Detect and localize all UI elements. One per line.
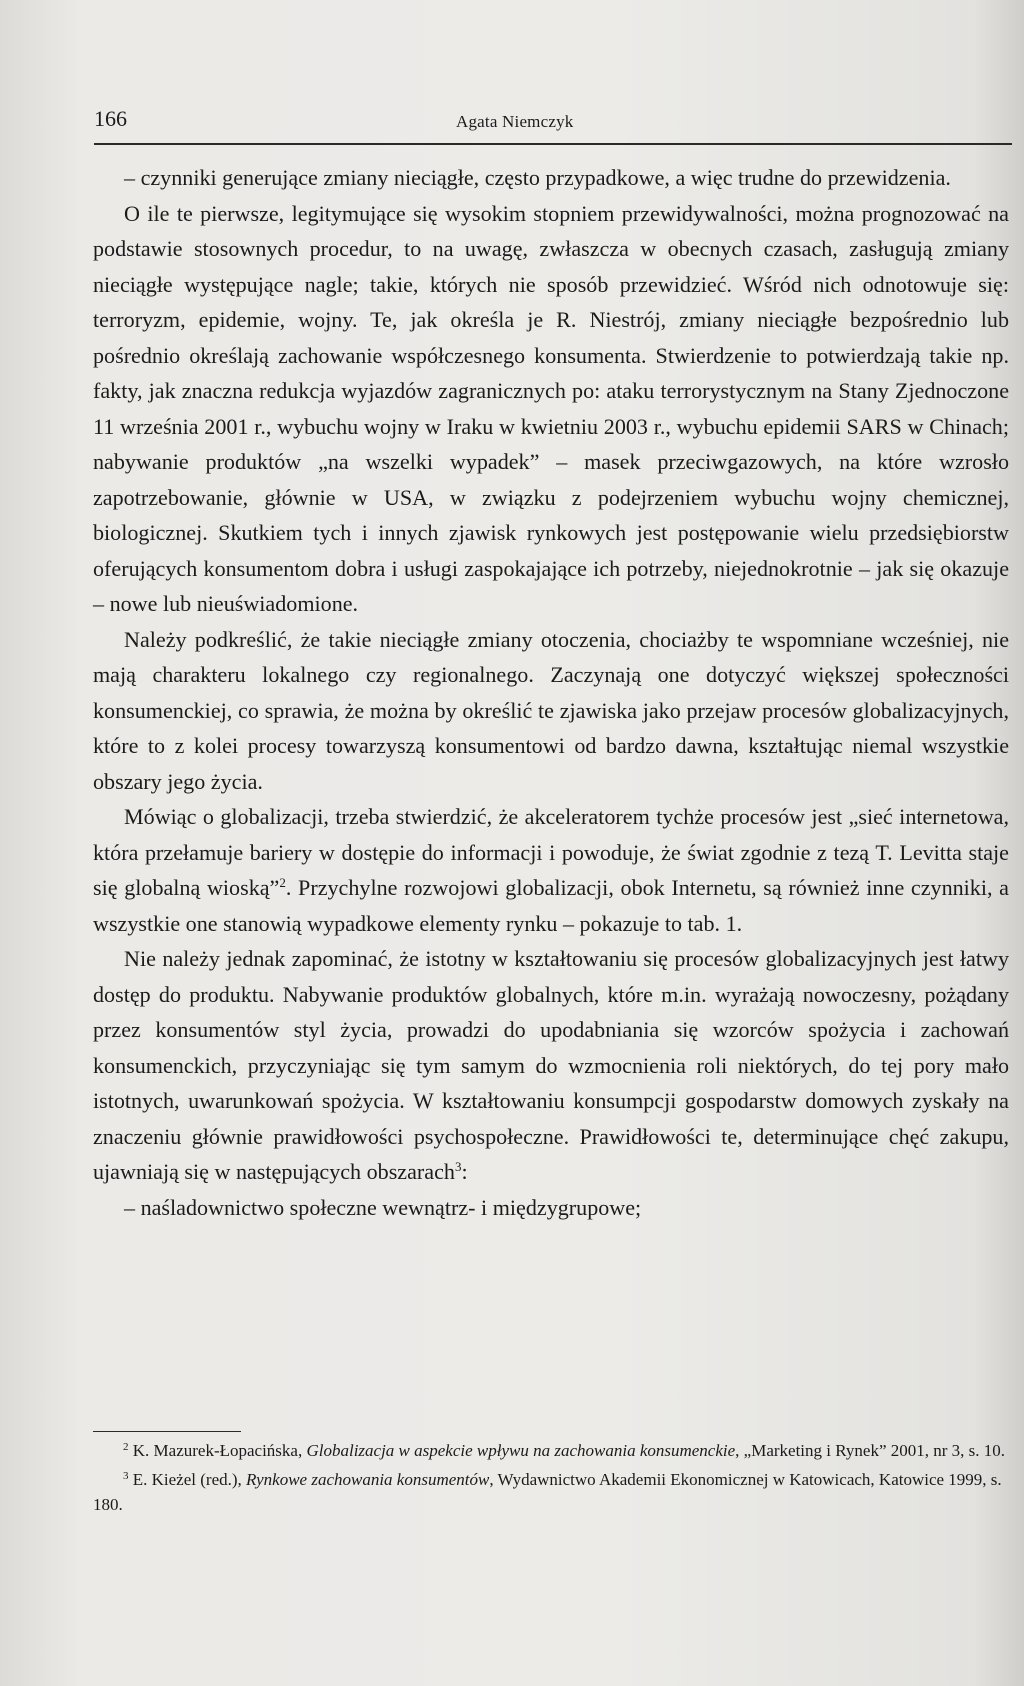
footnote-2-author: K. Mazurek-Łopacińska, [128, 1441, 307, 1460]
paragraph-5-tail: : [461, 1159, 468, 1184]
footnote-2-number: 2 [123, 1441, 129, 1453]
body-text [93, 160, 1009, 1225]
footnote-3-source: , Wydawnictwo Akademii Ekonomicznej w Katowicach, Katowice 1999, s. 180. [93, 1470, 1002, 1514]
header-rule [94, 143, 1012, 145]
paragraph-5 [93, 941, 1009, 1190]
footnote-2 [93, 1438, 1009, 1463]
paragraph-5-text: Nie należy jednak zapominać, że istotny w kształtowaniu się procesów globalizacyjnych jest łatwy dostęp do produktu. Nabywanie produktów globalnych, które m.in. wyrażają nowoczesny, pożądany przez konsumentów styl życia, prowadzi do upodabniania się wzorców spożycia i zachowań konsumenckich, przyczyniając się tym samym do wzmocnienia roli niektórych, do tej pory mało istotnych, uwarunkowań spożycia. W kształtowaniu konsumpcji gospodarstw domowych zyskały na znaczeniu głównie prawidłowości psychospołeczne. Prawidłowości te, determinujące chęć zakupu, ujawniają się w następujących obszarach [93, 946, 1009, 1184]
footnote-3-number: 3 [123, 1470, 129, 1482]
paragraph-4-text: Mówiąc o globalizacji, trzeba stwierdzić, że akceleratorem tychże procesów jest „sieć internetowa, która przełamuje bariery w dostępie do informacji i powoduje, że świat zgodnie z tezą T. Levitta staje się globalną wioską” [93, 804, 1009, 900]
footnote-ref-3: 3 [454, 1159, 462, 1174]
footnote-3-title: Rynkowe zachowania konsumentów [246, 1470, 490, 1489]
footnote-2-title: Globalizacja w aspekcie wpływu na zachowania konsumenckie [306, 1441, 736, 1460]
footnote-2-source: , „Marketing i Rynek” 2001, nr 3, s. 10. [735, 1441, 1006, 1460]
paragraph-1: – czynniki generujące zmiany nieciągłe, często przypadkowe, a więc trudne do przewidzenia. [124, 165, 951, 190]
paragraph-6: – naśladownictwo społeczne wewnątrz- i międzygrupowe; [124, 1194, 642, 1220]
paragraph-4-tail: . Przychylne rozwojowi globalizacji, obok Internetu, są również inne czynniki, a wszystkie one stanowią wypadkowe elementy rynku – pokazuje to tab. 1. [93, 875, 1009, 936]
footnotes [93, 1438, 1009, 1521]
page-number: 166 [94, 106, 127, 131]
paragraph-3: Należy podkreślić, że takie nieciągłe zmiany otoczenia, chociażby te wspomniane wcześniej, nie mają charakteru lokalnego czy regionalnego. Zaczynają one dotyczyć większej społeczności konsumenckiej, co sprawia, że można by określić te zjawiska jako przejaw procesów globalizacyjnych, które to z kolei procesy towarzyszą konsumentowi od bardzo dawna, kształtując niemal wszystkie obszary jego życia. [93, 626, 1009, 794]
page-header [94, 106, 1012, 142]
footnote-3 [93, 1467, 1009, 1517]
paragraph-4 [93, 799, 1009, 941]
running-head: Agata Niemczyk [456, 112, 574, 131]
footnote-separator [93, 1431, 241, 1432]
footnote-3-author: E. Kieżel (red.), [128, 1470, 247, 1489]
footnote-ref-2: 2 [279, 875, 286, 890]
paragraph-2: O ile te pierwsze, legitymujące się wysokim stopniem przewidywalności, można prognozować na podstawie stosownych procedur, to na uwagę, zwłaszcza w obecnych czasach, zasługują zmiany nieciągłe występujące nagle; takie, których nie sposób przewidzieć. Wśród nich odnotowuje się: terroryzm, epidemie, wojny. Te, jak określa je R. Niestrój, zmiany nieciągłe bezpośrednio lub pośrednio określają zachowanie współczesnego konsumenta. Stwierdzenie to potwierdzają takie np. fakty, jak znaczna redukcja wyjazdów zagranicznych po: ataku terrorystycznym na Stany Zjednoczone 11 września 2001 r., wybuchu wojny w Iraku w kwietniu 2003 r., wybuchu epidemii SARS w Chinach; nabywanie produktów „na wszelki wypadek” – masek przeciwgazowych, na które wzrosło zapotrzebowanie, głównie w USA, w związku z podejrzeniem wybuchu wojny chemicznej, biologicznej. Skutkiem tych i innych zjawisk rynkowych jest postępowanie wielu przedsiębiorstw oferujących konsumentom dobra i usługi zaspokajające ich potrzeby, niejednokrotnie – jak się okazuje – nowe lub nieuświadomione. [93, 200, 1009, 616]
